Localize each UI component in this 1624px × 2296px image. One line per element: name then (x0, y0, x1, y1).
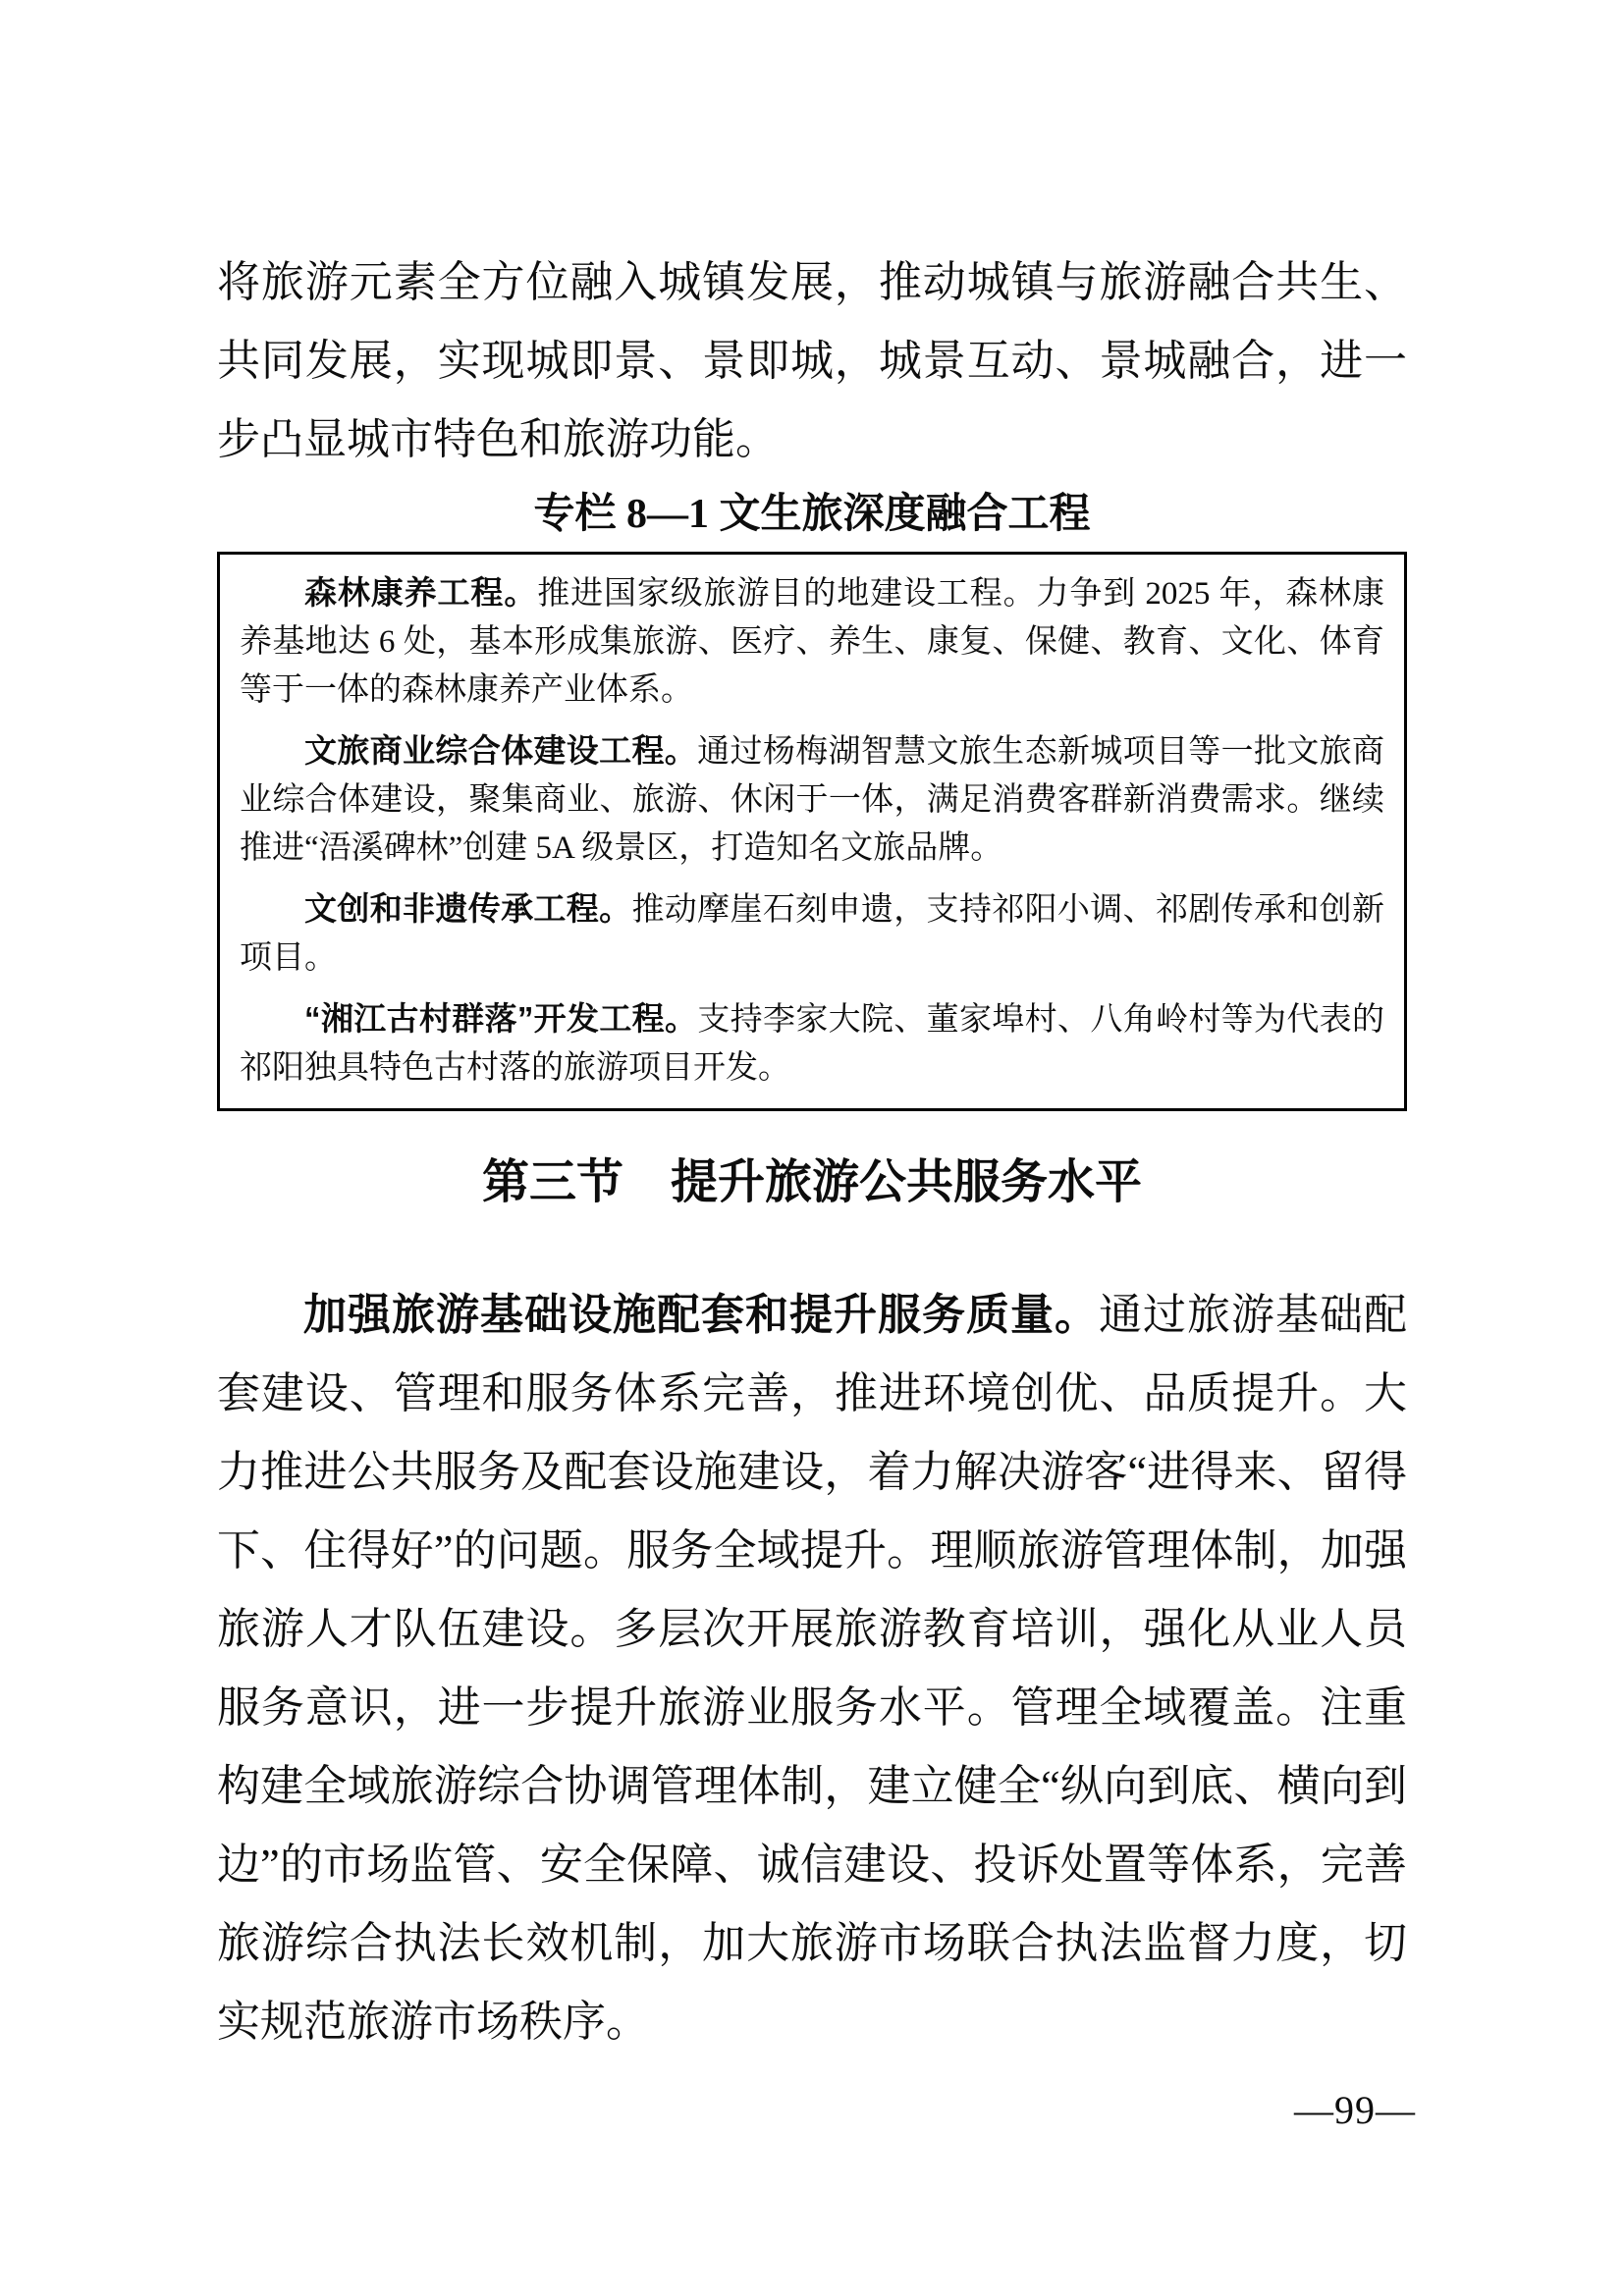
section-heading: 第三节 提升旅游公共服务水平 (481, 1156, 1142, 1208)
main-paragraph-lead: 加强旅游基础设施配套和提升服务质量。 (303, 1291, 1099, 1339)
box-item-lead: “湘江古村群落”开发工程。 (304, 1000, 698, 1037)
main-paragraph (217, 1276, 1407, 2061)
box-item-text: 推进国家级旅游目的地建设工程。力争到 2025 年，森林康养基地达 6 处，基本形成集旅游、医疗、养生、康复、保健、教育、文化、体育等于一体的森林康养产业体系。 (240, 576, 1385, 708)
box-item (240, 884, 1384, 983)
feature-box (217, 552, 1407, 1111)
paragraph-continuation: 将旅游元素全方位融入城镇发展，推动城镇与旅游融合共生、共同发展，实现城即景、景即城，城景互动、景城融合，进一步凸显城市特色和旅游功能。 (217, 258, 1407, 463)
box-item-text: 通过杨梅湖智慧文旅生态新城项目等一批文旅商业综合体建设，聚集商业、旅游、休闲于一体，满足消费客群新消费需求。继续推进“浯溪碑林”创建 5A 级景区，打造知名文旅品牌。 (240, 734, 1384, 866)
box-item (240, 726, 1384, 873)
box-item-lead: 文旅商业综合体建设工程。 (304, 732, 698, 769)
page-content (217, 243, 1407, 2061)
box-item-lead: 森林康养工程。 (304, 574, 538, 611)
box-item (240, 568, 1384, 715)
box-item (240, 994, 1384, 1093)
main-paragraph-text: 通过旅游基础配套建设、管理和服务体系完善，推进环境创优、品质提升。大力推进公共服务及配套设施建设，着力解决游客“进得来、留得下、住得好”的问题。服务全域提升。理顺旅游管理体制，加强旅游人才队伍建设。多层次开展旅游教育培训，强化从业人员服务意识，进一步提升旅游业服务水平。管理全域覆盖。注重构建全域旅游综合协调管理体制，建立健全“纵向到底、横向到边”的市场监管、安全保障、诚信建设、投诉处置等体系，完善旅游综合执法长效机制，加大旅游市场联合执法监督力度，切实规范旅游市场秩序。 (217, 1291, 1407, 2046)
page-number: —99— (1294, 2088, 1416, 2132)
box-item-lead: 文创和非遗传承工程。 (304, 890, 632, 927)
box-title: 专栏 8—1 文生旅深度融合工程 (533, 492, 1091, 537)
box-item-text: 支持李家大院、董家埠村、八角岭村等为代表的祁阳独具特色古村落的旅游项目开发。 (240, 1002, 1385, 1086)
box-item-text: 推动摩崖石刻申遗，支持祁阳小调、祁剧传承和创新项目。 (240, 892, 1384, 976)
